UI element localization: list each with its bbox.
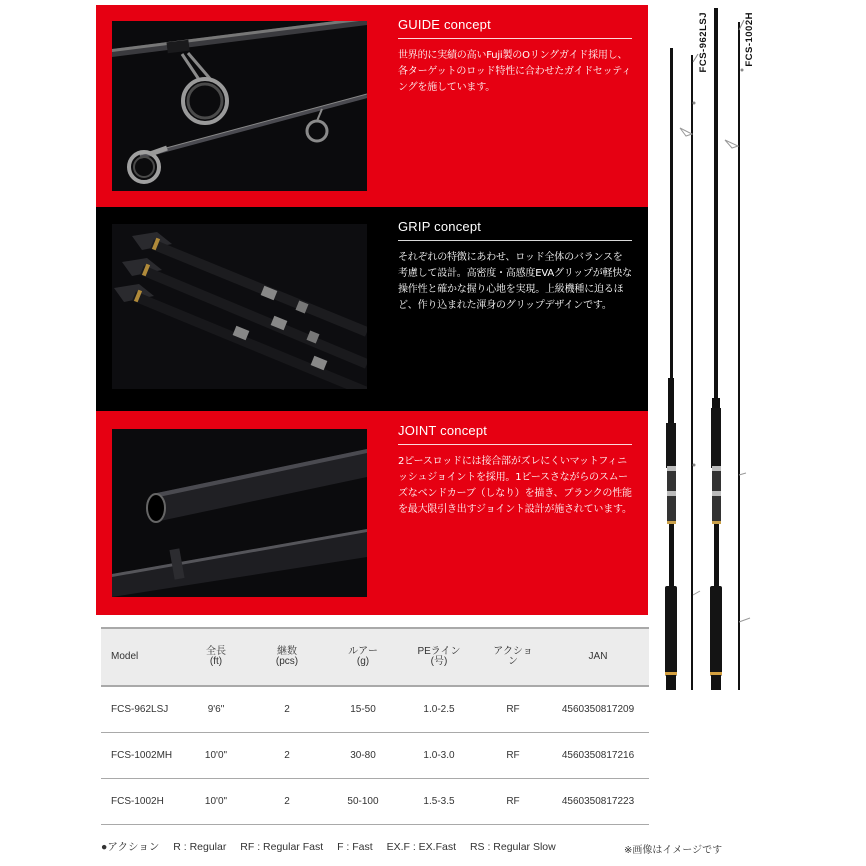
cell-lure: 50-100 <box>327 778 399 824</box>
spec-table-header-row <box>101 628 649 686</box>
cell-pe-line: 1.0-2.5 <box>399 686 479 732</box>
joint-concept-panel <box>96 411 648 615</box>
grip-concept-panel <box>96 207 648 411</box>
cell-pieces: 2 <box>247 686 327 732</box>
legend-item: RF : Regular Fast <box>240 841 324 853</box>
cell-model: FCS-1002MH <box>101 732 185 778</box>
rod-joint-image <box>112 429 367 597</box>
header-pieces: 継数 (pcs) <box>275 646 299 667</box>
cell-action: RF <box>479 732 547 778</box>
image-disclaimer: ※画像はイメージです <box>624 845 723 856</box>
spec-table <box>101 627 649 825</box>
rod-label-fcs-1002h: FCS-1002H <box>744 12 755 67</box>
cell-action: RF <box>479 686 547 732</box>
fishing-rods-image <box>650 0 770 700</box>
cell-length: 9'6" <box>185 686 247 732</box>
rod-grips-image <box>112 224 367 389</box>
guide-title: GUIDE concept <box>398 17 632 39</box>
header-model: Model <box>111 651 139 662</box>
header-jan: JAN <box>588 651 608 662</box>
header-pe-line: PEライン (号) <box>417 646 461 667</box>
cell-jan: 4560350817209 <box>547 686 649 732</box>
action-legend <box>101 839 567 854</box>
cell-length: 10'0" <box>185 778 247 824</box>
cell-pieces: 2 <box>247 732 327 778</box>
grip-description: それぞれの特徴にあわせ、ロッド全体のバランスを考慮して設計。高密度・高感度EVAグリップが軽快な操作性と確かな握り心地を実現。上級機種に迫るほど、作り込まれた渾身のグリップデザインです。 <box>398 252 632 311</box>
grip-title: GRIP concept <box>398 219 632 241</box>
joint-photo <box>112 429 367 597</box>
joint-title: JOINT concept <box>398 423 632 445</box>
guide-photo <box>112 21 367 191</box>
legend-item: F : Fast <box>337 841 373 853</box>
joint-description: 2ピースロッドには接合部がズレにくいマットフィニッシュジョイントを採用。1ピースさながらのスムーズなベンドカーブ（しなり）を描き、ブランクの性能を最大限引き出すジョイント設計が施されています。 <box>398 456 632 515</box>
header-action: アクショ ン <box>493 646 533 667</box>
cell-model: FCS-962LSJ <box>101 686 185 732</box>
cell-jan: 4560350817216 <box>547 732 649 778</box>
guide-description: 世界的に実績の高いFuji製のOリングガイド採用し、各ターゲットのロッド特性に合わせたガイドセッティングを施しています。 <box>398 50 632 93</box>
cell-jan: 4560350817223 <box>547 778 649 824</box>
cell-model: FCS-1002H <box>101 778 185 824</box>
guide-text-block <box>398 17 632 96</box>
rod-guides-image <box>112 21 367 191</box>
cell-pieces: 2 <box>247 778 327 824</box>
table-row <box>101 686 649 732</box>
legend-item: R : Regular <box>173 841 227 853</box>
rod-label-fcs-962lsj: FCS-962LSJ <box>698 12 709 73</box>
grip-text-block <box>398 219 632 314</box>
grip-photo <box>112 224 367 389</box>
cell-pe-line: 1.5-3.5 <box>399 778 479 824</box>
table-row <box>101 778 649 824</box>
legend-item: RS : Regular Slow <box>469 841 556 853</box>
legend-label: ●アクション <box>101 841 160 853</box>
rods-illustration <box>650 0 770 700</box>
joint-text-block <box>398 423 632 518</box>
header-lure: ルアー (g) <box>348 646 378 667</box>
table-row <box>101 732 649 778</box>
legend-item: EX.F : EX.Fast <box>386 841 457 853</box>
header-length: 全長 (ft) <box>206 646 226 667</box>
cell-pe-line: 1.0-3.0 <box>399 732 479 778</box>
cell-lure: 15-50 <box>327 686 399 732</box>
guide-concept-panel <box>96 5 648 207</box>
cell-action: RF <box>479 778 547 824</box>
cell-length: 10'0" <box>185 732 247 778</box>
cell-lure: 30-80 <box>327 732 399 778</box>
